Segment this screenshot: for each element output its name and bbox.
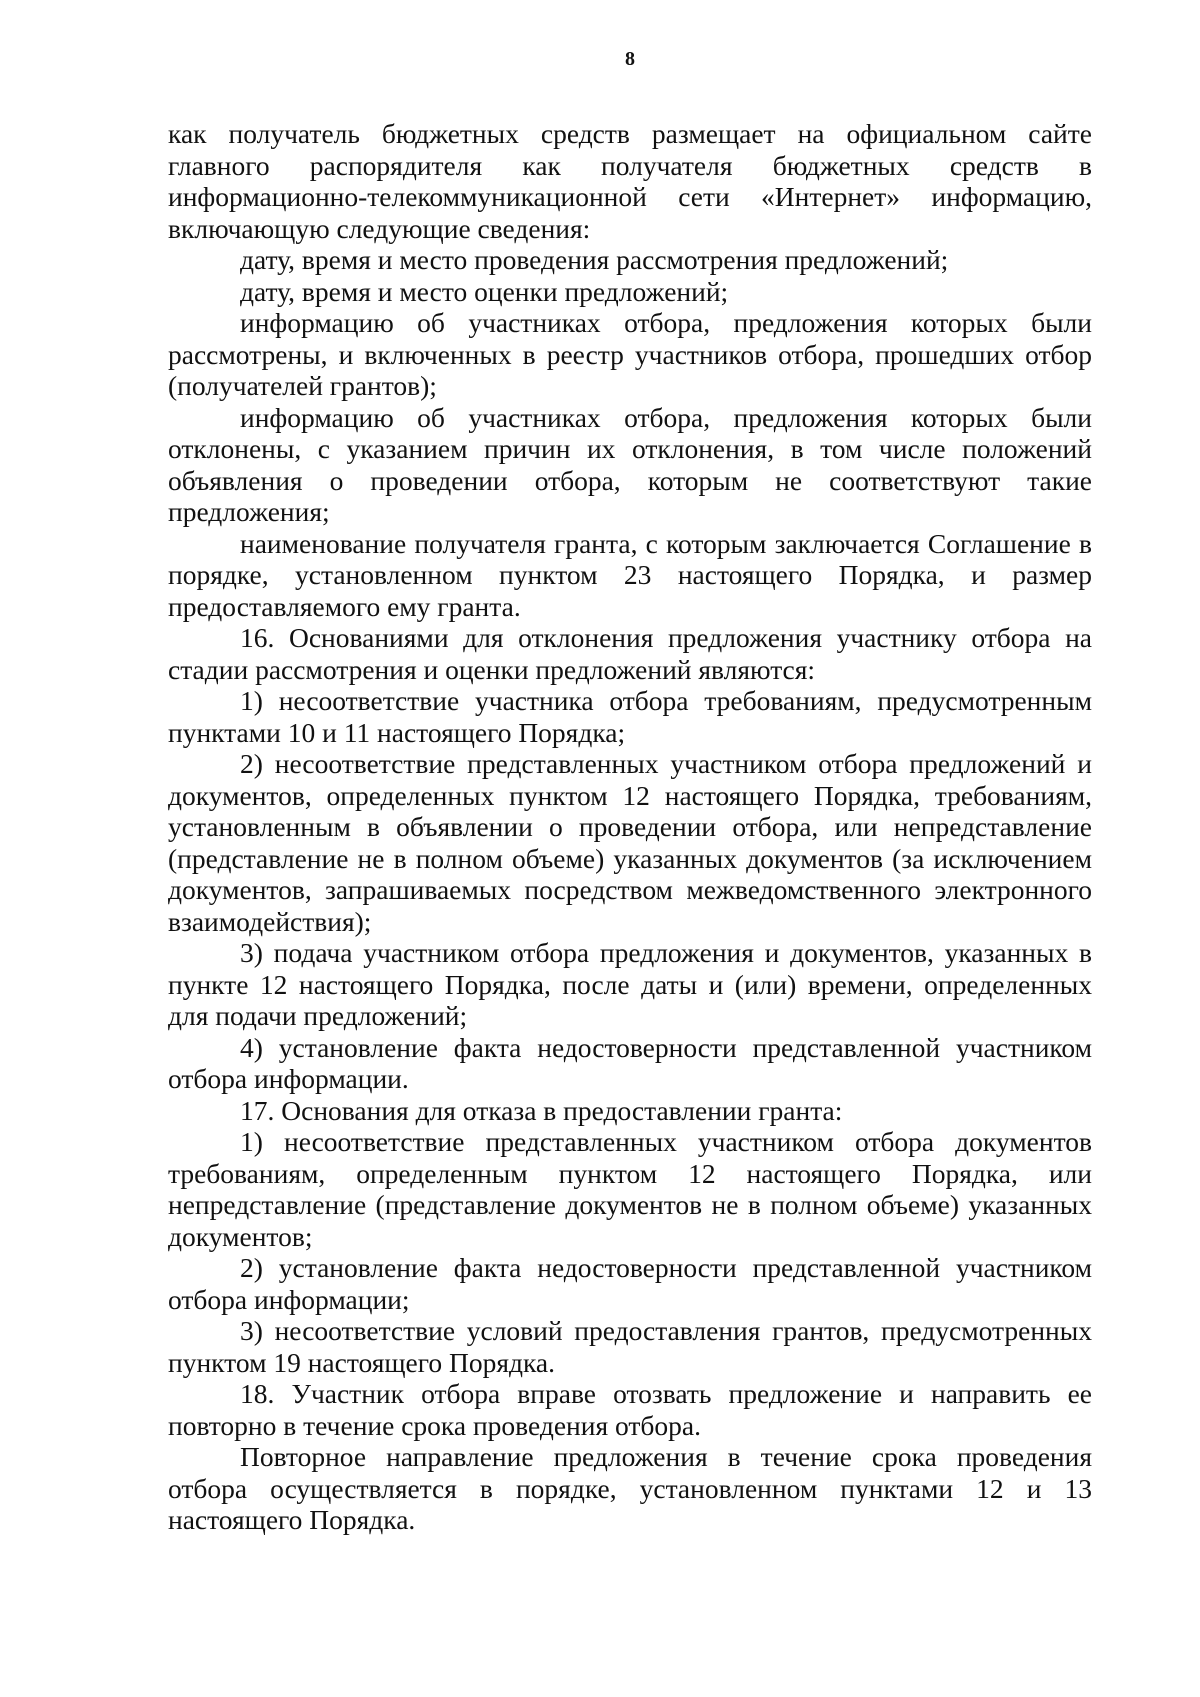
paragraph: наименование получателя гранта, с которым заключается Соглашение в порядке, установленном пунктом 23 настоящего Порядка, и размер предоставляемого ему гранта. bbox=[168, 527, 1092, 622]
paragraph: Повторное направление предложения в течение срока проведения отбора осуществляется в порядке, установленном пунктами 12 и 13 настоящего Порядка. bbox=[168, 1441, 1092, 1535]
list-item: 2) несоответствие представленных участником отбора предложений и документов, определенных пунктом 12 настоящего Порядка, требованиям, установленным в объявлении о проведении отбора, или непредставление (представление не в полном объеме) указанных документов (за исключением документов, запрашиваемых посредством межведомственного электронного взаимодействия); bbox=[168, 748, 1092, 937]
paragraph: дату, время и место проведения рассмотрения предложений; bbox=[240, 244, 949, 275]
document-body bbox=[168, 118, 1092, 1536]
page-number: 8 bbox=[625, 48, 635, 70]
paragraph: информацию об участниках отбора, предложения которых были отклонены, с указанием причин их отклонения, в том числе положений объявления о проведении отбора, которым не соответствуют такие предложения; bbox=[168, 401, 1092, 527]
paragraph: как получатель бюджетных средств размещает на официальном сайте главного распорядителя как получателя бюджетных средств в информационно-телекоммуникационной сети «Интернет» информацию, включающую следующие сведения: bbox=[168, 118, 1092, 244]
paragraph: дату, время и место оценки предложений; bbox=[240, 275, 729, 307]
paragraph: информацию об участниках отбора, предложения которых были рассмотрены, и включенных в реестр участников отбора, прошедших отбор (получателей грантов); bbox=[168, 307, 1092, 401]
list-item: 1) несоответствие представленных участником отбора документов требованиям, определенным пунктом 12 настоящего Порядка, или непредставление (представление документов не в полном объеме) указанных документов; bbox=[168, 1126, 1092, 1252]
section-paragraph: 18. Участник отбора вправе отозвать предложение и направить ее повторно в течение срока проведения отбора. bbox=[168, 1378, 1092, 1441]
section-paragraph: 17. Основания для отказа в предоставлении гранта: bbox=[240, 1094, 843, 1126]
list-item: 3) несоответствие условий предоставления грантов, предусмотренных пунктом 19 настоящего Порядка. bbox=[168, 1315, 1092, 1378]
list-item: 4) установление факта недостоверности представленной участником отбора информации. bbox=[168, 1031, 1092, 1094]
list-item: 3) подача участником отбора предложения и документов, указанных в пункте 12 настоящего Порядка, после даты и (или) времени, определенных для подачи предложений; bbox=[168, 937, 1092, 1031]
list-item: 2) установление факта недостоверности представленной участником отбора информации; bbox=[168, 1252, 1092, 1315]
section-paragraph: 16. Основаниями для отклонения предложения участнику отбора на стадии рассмотрения и оценки предложений являются: bbox=[168, 622, 1092, 685]
list-item: 1) несоответствие участника отбора требованиям, предусмотренным пунктами 10 и 11 настоящего Порядка; bbox=[168, 685, 1092, 748]
